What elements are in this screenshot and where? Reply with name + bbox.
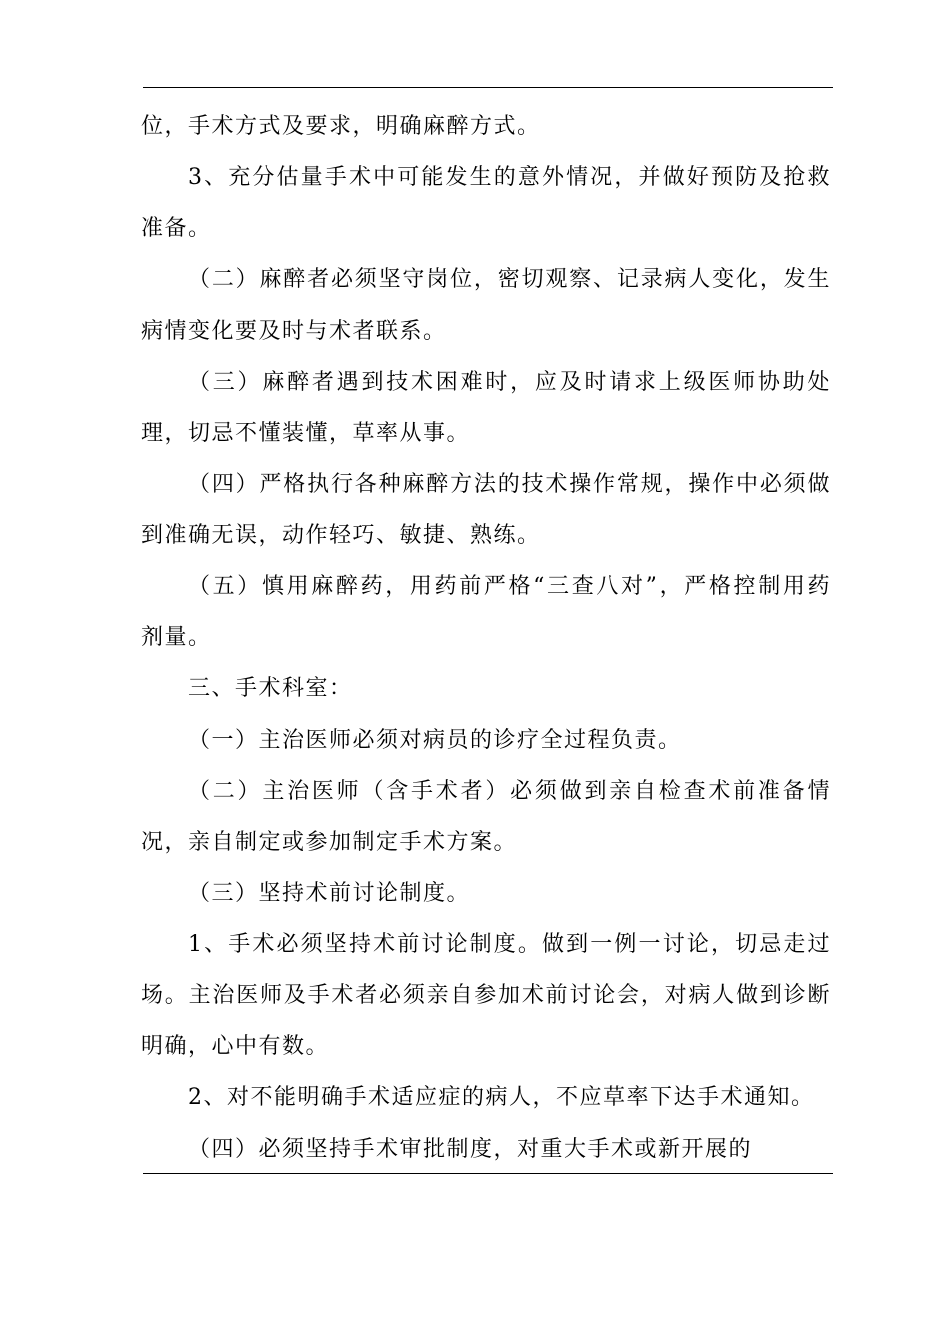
text-line: 病情变化要及时与术者联系。 (141, 319, 447, 344)
text-line: （四）必须坚持手术审批制度，对重大手术或新开展的 (188, 1137, 753, 1162)
text-line: 位，手术方式及要求，明确麻醉方式。 (141, 114, 541, 139)
text-line: （二）麻醉者必须坚守岗位，密切观察、记录病人变化，发生 (188, 267, 831, 292)
header-rule (143, 87, 833, 88)
text-line: 2、对不能明确手术适应症的病人，不应草率下达手术通知。 (188, 1085, 815, 1110)
text-line: （五）慎用麻醉药，用药前严格“三查八对”，严格控制用药 (188, 574, 831, 599)
text-line: 理，切忌不懂装懂，草率从事。 (141, 421, 471, 446)
text-line: （三）坚持术前讨论制度。 (188, 881, 471, 906)
text-line: 准备。 (141, 216, 212, 241)
text-line: 1、手术必须坚持术前讨论制度。做到一例一讨论，切忌走过 (188, 932, 831, 957)
text-line: （四）严格执行各种麻醉方法的技术操作常规，操作中必须做 (188, 472, 831, 497)
text-line: （一）主治医师必须对病员的诊疗全过程负责。 (188, 728, 682, 753)
text-line: 场。主治医师及手术者必须亲自参加术前讨论会，对病人做到诊断 (141, 983, 831, 1008)
text-line: 况，亲自制定或参加制定手术方案。 (141, 830, 518, 855)
text-line: （三）麻醉者遇到技术困难时，应及时请求上级医师协助处 (188, 370, 831, 395)
footer-rule (143, 1173, 833, 1174)
text-line: 3、充分估量手术中可能发生的意外情况，并做好预防及抢救 (188, 165, 831, 190)
text-line: 到准确无误，动作轻巧、敏捷、熟练。 (141, 523, 541, 548)
text-line: 剂量。 (141, 625, 212, 650)
text-line: 明确，心中有数。 (141, 1034, 330, 1059)
section-heading: 三、手术科室： (188, 676, 353, 701)
text-line: （二）主治医师（含手术者）必须做到亲自检查术前准备情 (188, 779, 831, 804)
